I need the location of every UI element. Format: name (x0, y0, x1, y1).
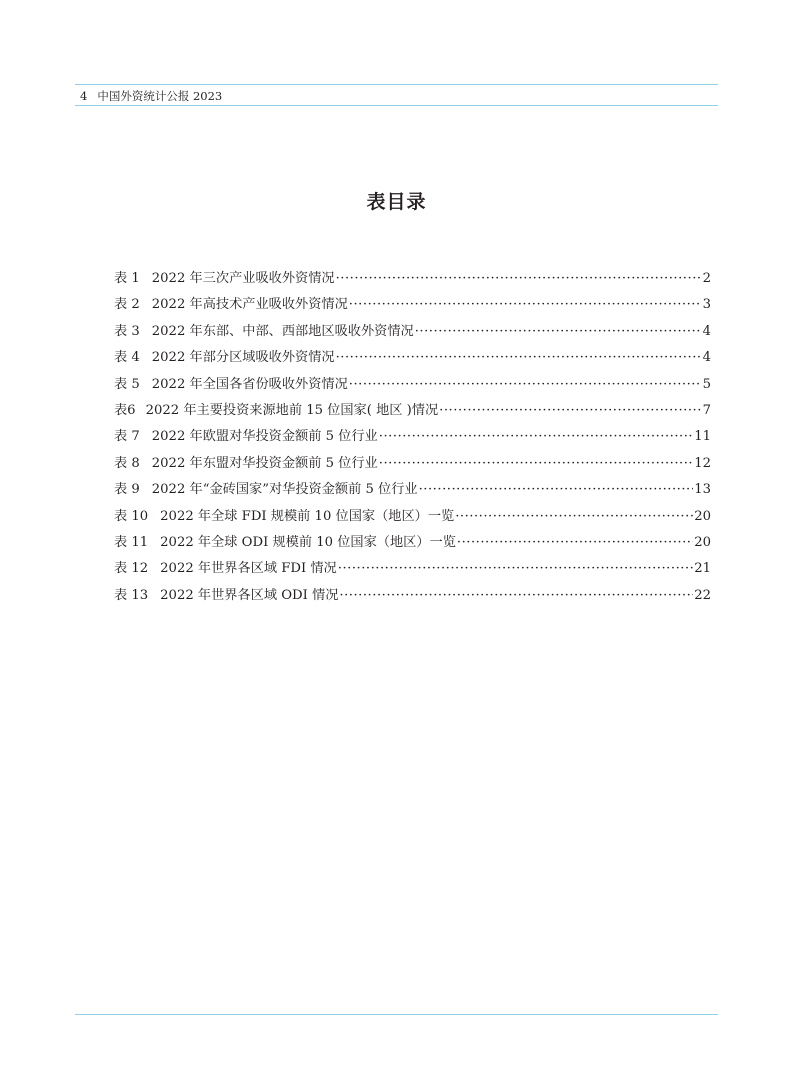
toc-entry-title: 2022 年全国各省份吸收外资情况 (151, 376, 348, 392)
toc-entry-title: 2022 年全球 ODI 规模前 10 位国家（地区）一览 (160, 534, 456, 550)
toc-entry[interactable] (114, 583, 711, 609)
toc-leader-dots (349, 292, 702, 318)
toc-entry-page: 20 (694, 534, 711, 550)
toc-entry-page: 13 (694, 482, 711, 498)
toc-leader-dots (439, 398, 701, 424)
toc-entry-title: 2022 年高技术产业吸收外资情况 (151, 297, 348, 313)
toc-entry[interactable] (114, 451, 711, 477)
toc-leader-dots (457, 530, 693, 556)
toc-entry-title: 2022 年世界各区域 FDI 情况 (160, 561, 337, 577)
table-of-contents (114, 266, 711, 609)
toc-entry-page: 7 (702, 402, 711, 418)
toc-entry-page: 4 (702, 350, 711, 366)
toc-leader-dots (455, 504, 693, 530)
toc-entry-page: 12 (694, 455, 711, 471)
toc-leader-dots (379, 424, 693, 450)
toc-entry-number: 表 10 (114, 508, 149, 524)
toc-entry-number: 表 13 (114, 587, 149, 603)
toc-entry-title: 2022 年东部、中部、西部地区吸收外资情况 (151, 323, 414, 339)
toc-entry[interactable] (114, 556, 711, 582)
toc-leader-dots (415, 319, 702, 345)
toc-entry-number: 表 2 (114, 297, 140, 313)
toc-entry[interactable] (114, 424, 711, 450)
header-publication-title: 中国外资统计公报 2023 (97, 89, 223, 103)
toc-entry-page: 21 (694, 561, 711, 577)
toc-entry[interactable] (114, 372, 711, 398)
footer-rule (75, 1014, 718, 1015)
toc-entry[interactable] (114, 398, 711, 424)
toc-leader-dots (336, 345, 702, 371)
toc-entry-title: 2022 年世界各区域 ODI 情况 (160, 587, 339, 603)
running-header (80, 87, 222, 105)
toc-entry-title: 2022 年全球 FDI 规模前 10 位国家（地区）一览 (160, 508, 455, 524)
header-top-rule (75, 84, 718, 85)
toc-entry-number: 表6 (114, 402, 136, 418)
toc-entry[interactable] (114, 477, 711, 503)
toc-entry-title: 2022 年主要投资来源地前 15 位国家( 地区 )情况 (145, 402, 439, 418)
toc-entry[interactable] (114, 292, 711, 318)
toc-entry[interactable] (114, 504, 711, 530)
toc-entry-number: 表 1 (114, 271, 140, 286)
header-bottom-rule (75, 105, 718, 106)
toc-entry-page: 11 (694, 429, 711, 445)
toc-entry-number: 表 12 (114, 561, 149, 577)
toc-entry[interactable] (114, 530, 711, 556)
toc-entry-page: 22 (694, 587, 711, 603)
toc-entry-number: 表 3 (114, 323, 140, 339)
toc-entry-title: 2022 年三次产业吸收外资情况 (151, 271, 335, 286)
toc-entry[interactable] (114, 266, 711, 292)
toc-entry-number: 表 8 (114, 455, 140, 471)
toc-entry-number: 表 9 (114, 482, 140, 498)
toc-entry-page: 2 (702, 271, 711, 286)
toc-entry[interactable] (114, 319, 711, 345)
header-page-number: 4 (80, 89, 88, 103)
toc-entry-number: 表 4 (114, 350, 140, 366)
toc-entry-number: 表 7 (114, 429, 140, 445)
toc-entry-title: 2022 年“金砖国家”对华投资金额前 5 位行业 (151, 482, 418, 498)
toc-entry-title: 2022 年欧盟对华投资金额前 5 位行业 (151, 429, 378, 445)
toc-entry-page: 3 (702, 297, 711, 313)
toc-leader-dots (379, 451, 693, 477)
toc-leader-dots (336, 266, 702, 292)
toc-entry-title: 2022 年东盟对华投资金额前 5 位行业 (151, 455, 378, 471)
toc-leader-dots (339, 583, 693, 609)
toc-entry-page: 5 (702, 376, 711, 392)
page-title: 表目录 (366, 191, 427, 213)
toc-leader-dots (419, 477, 694, 503)
toc-entry[interactable] (114, 345, 711, 371)
toc-entry-page: 20 (694, 508, 711, 524)
toc-entry-number: 表 5 (114, 376, 140, 392)
toc-entry-number: 表 11 (114, 534, 149, 550)
toc-entry-page: 4 (702, 323, 711, 339)
toc-leader-dots (349, 372, 702, 398)
toc-leader-dots (338, 556, 693, 582)
toc-entry-title: 2022 年部分区域吸收外资情况 (151, 350, 335, 366)
